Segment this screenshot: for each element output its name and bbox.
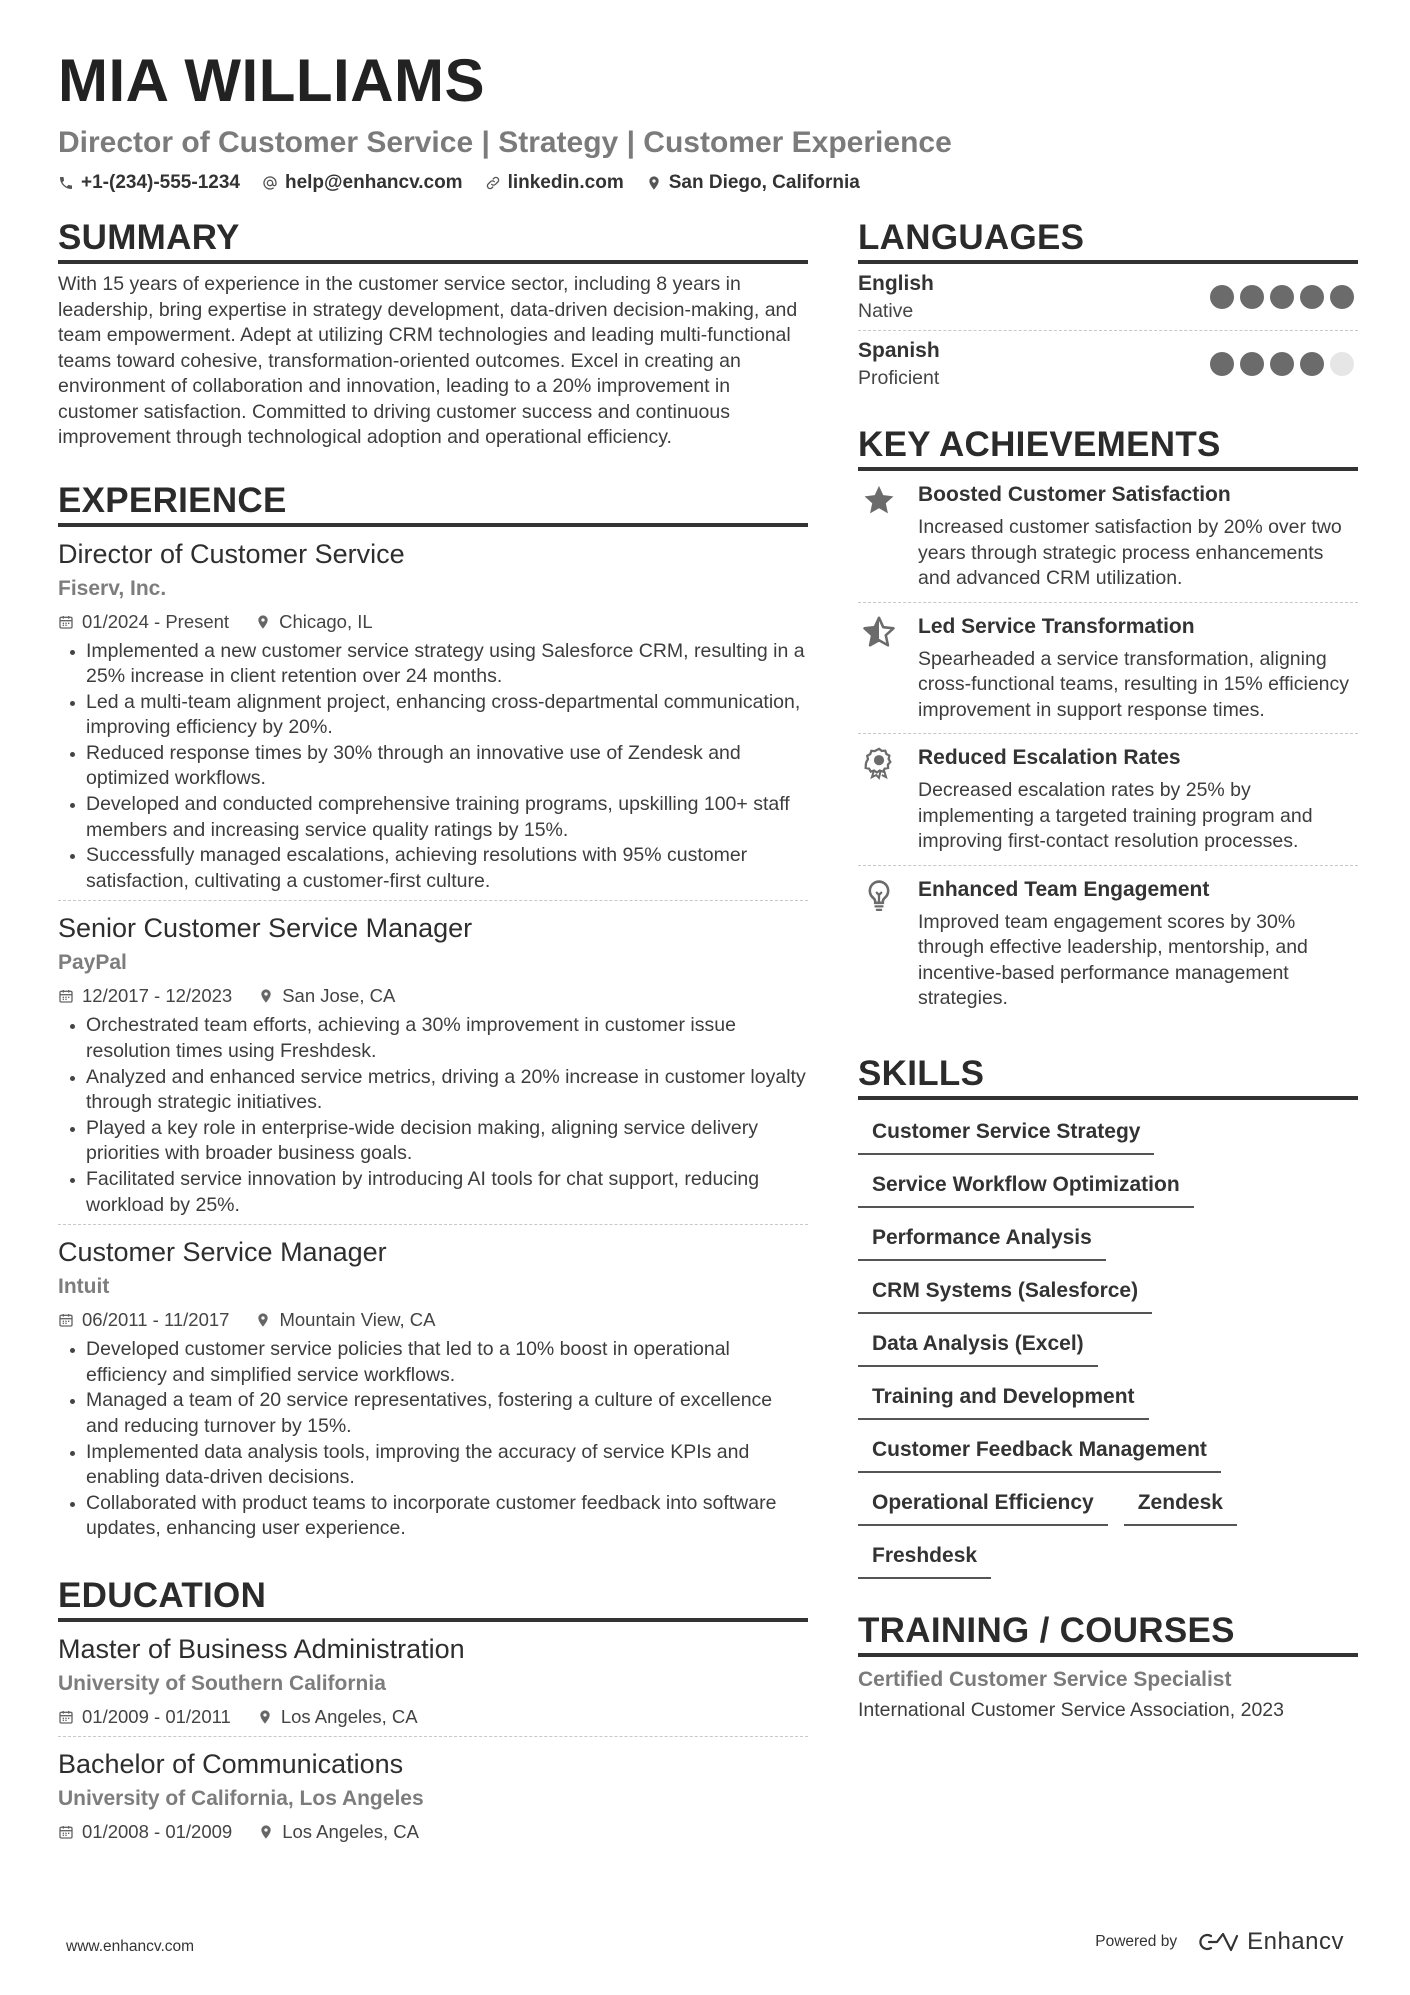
education-meta [58, 1702, 808, 1732]
skill-tag: Data Analysis (Excel) [858, 1326, 1098, 1367]
education-location [257, 1702, 418, 1732]
bullet-item: Reduced response times by 30% through an innovative use of Zendesk and optimized workflows. [58, 741, 808, 792]
skill-tag: Customer Service Strategy [858, 1114, 1154, 1155]
rating-dot-filled [1330, 285, 1354, 309]
left-column [58, 216, 808, 1851]
achievement-entry [858, 734, 1358, 866]
language-entry [858, 264, 1358, 331]
languages-heading: LANGUAGES [858, 216, 1358, 264]
school-name: University of California, Los Angeles [58, 1786, 424, 1810]
skill-tag: Zendesk [1124, 1485, 1237, 1526]
bullet-item: Developed and conducted comprehensive training programs, upskilling 100+ staff members and increasing service quality ratings by 15%. [58, 792, 808, 843]
job-bullets [58, 1013, 808, 1218]
achievement-entry [858, 866, 1358, 1022]
contact-location [646, 172, 860, 194]
company-name: Intuit [58, 1275, 110, 1299]
calendar-icon [58, 988, 74, 1004]
job-entry [58, 527, 808, 902]
contact-email[interactable] [262, 172, 463, 194]
job-dates-text: 01/2024 - Present [82, 610, 230, 632]
job-dates [58, 1305, 229, 1335]
job-title: Senior Customer Service Manager [58, 913, 473, 944]
job-dates [58, 607, 229, 637]
job-bullets [58, 639, 808, 895]
achievement-entry [858, 471, 1358, 603]
enhancv-logo-icon [1195, 1931, 1239, 1953]
bullet-item: Implemented a new customer service strategy using Salesforce CRM, resulting in a 25% increase in client retention over 24 months. [58, 639, 808, 690]
job-location-text: Chicago, IL [279, 610, 373, 632]
achievement-icon-wrap [858, 613, 900, 724]
footer-website[interactable]: www.enhancv.com [66, 1938, 195, 1955]
education-meta [58, 1817, 808, 1847]
language-rating [1210, 352, 1354, 376]
degree-title: Master of Business Administration [58, 1633, 465, 1664]
education-dates-text: 01/2008 - 01/2009 [82, 1820, 233, 1842]
lightbulb-icon [862, 878, 896, 912]
school-name: University of Southern California [58, 1671, 386, 1695]
skills-list [858, 1114, 1358, 1579]
rating-dot-filled [1240, 285, 1264, 309]
language-entry [858, 331, 1358, 397]
award-badge-icon [862, 746, 896, 780]
calendar-icon [58, 614, 74, 630]
training-section [858, 1609, 1358, 1725]
skill-tag: CRM Systems (Salesforce) [858, 1273, 1152, 1314]
education-dates [58, 1702, 231, 1732]
achievement-title: Reduced Escalation Rates [918, 746, 1181, 769]
right-column [858, 216, 1358, 1725]
summary-text: With 15 years of experience in the customer service sector, including 8 years in leadership, bring expertise in strategy development, data-driven decision-making, and team empowerment. Adept at utilizing CRM technologies and leading multi-functional teams toward cohesive, transformation-oriented outcomes. Excel in creating an environment of collaboration and innovation, leading to a 20% improvement in customer satisfaction. Committed to driving customer success and continuous improvement through technological adoption and operational efficiency. [58, 273, 798, 448]
job-dates-text: 06/2011 - 11/2017 [82, 1309, 230, 1331]
skills-heading: SKILLS [858, 1052, 1358, 1100]
rating-dot-filled [1300, 352, 1324, 376]
job-bullets [58, 1337, 808, 1542]
rating-dot-filled [1240, 352, 1264, 376]
location-icon [255, 614, 271, 630]
achievement-icon-wrap [858, 481, 900, 592]
language-info [858, 337, 940, 391]
rating-dot-filled [1210, 285, 1234, 309]
skills-section [858, 1052, 1358, 1579]
achievement-content [918, 876, 1358, 1012]
training-desc: International Customer Service Association, 2023 [858, 1698, 1284, 1721]
language-info [858, 270, 934, 324]
job-entry [58, 1225, 808, 1548]
skill-tag: Freshdesk [858, 1538, 991, 1579]
education-section [58, 1574, 808, 1851]
candidate-name: MIA WILLIAMS [58, 47, 486, 114]
job-meta [58, 981, 808, 1011]
skill-tag: Training and Development [858, 1379, 1149, 1420]
candidate-title: Director of Customer Service | Strategy | Customer Experience [58, 126, 952, 159]
bullet-item: Developed customer service policies that led to a 10% boost in operational efficiency and simplified service workflows. [58, 1337, 808, 1388]
achievements-section [858, 423, 1358, 1022]
education-dates [58, 1817, 232, 1847]
summary-section [58, 216, 808, 451]
job-location [255, 1305, 435, 1335]
star-filled-icon [862, 483, 896, 517]
contact-email-text: help@enhancv.com [284, 172, 463, 193]
job-location [258, 981, 395, 1011]
brand-logo[interactable] [1195, 1928, 1344, 1956]
experience-section [58, 479, 808, 1548]
job-location-text: Mountain View, CA [279, 1309, 436, 1331]
rating-dot-filled [1270, 285, 1294, 309]
education-heading: EDUCATION [58, 1574, 808, 1622]
bullet-item: Orchestrated team efforts, achieving a 30% improvement in customer issue resolution times using Freshdesk. [58, 1013, 808, 1064]
achievement-icon-wrap [858, 744, 900, 855]
language-level: Native [858, 300, 914, 322]
skill-tag: Performance Analysis [858, 1220, 1106, 1261]
at-icon [262, 175, 278, 191]
job-meta [58, 607, 808, 637]
link-icon [485, 175, 501, 191]
location-icon [257, 1709, 273, 1725]
rating-dot-filled [1270, 352, 1294, 376]
job-meta [58, 1305, 808, 1335]
job-entry [58, 901, 808, 1225]
contact-phone-text: +1-(234)-555-1234 [81, 172, 240, 193]
footer-branding [1095, 1928, 1344, 1956]
job-dates [58, 981, 232, 1011]
bullet-item: Successfully managed escalations, achieving resolutions with 95% customer satisfaction, cultivating a customer-first culture. [58, 843, 808, 894]
job-location [255, 607, 373, 637]
phone-icon [58, 175, 74, 191]
training-title: Certified Customer Service Specialist [858, 1667, 1232, 1691]
bullet-item: Led a multi-team alignment project, enhancing cross-departmental communication, improving efficiency by 20%. [58, 690, 808, 741]
contact-phone[interactable] [58, 172, 240, 194]
achievement-content [918, 613, 1358, 724]
bullet-item: Implemented data analysis tools, improving the accuracy of service KPIs and enabling data-driven decisions. [58, 1440, 808, 1491]
job-title: Customer Service Manager [58, 1237, 387, 1268]
achievement-title: Boosted Customer Satisfaction [918, 483, 1231, 506]
bullet-item: Analyzed and enhanced service metrics, driving a 20% increase in customer loyalty through strategic initiatives. [58, 1065, 808, 1116]
achievements-heading: KEY ACHIEVEMENTS [858, 423, 1358, 471]
contact-location-text: San Diego, California [668, 172, 860, 193]
calendar-icon [58, 1709, 74, 1725]
job-title: Director of Customer Service [58, 538, 405, 569]
location-icon [258, 1824, 274, 1840]
location-icon [255, 1312, 271, 1328]
contact-linkedin-text: linkedin.com [507, 172, 624, 193]
powered-by-label: Powered by [1095, 1933, 1178, 1950]
rating-dot-filled [1210, 352, 1234, 376]
achievement-content [918, 744, 1358, 855]
location-icon [258, 988, 274, 1004]
experience-heading: EXPERIENCE [58, 479, 808, 527]
contact-row [58, 172, 1358, 194]
language-name: English [858, 272, 934, 295]
language-rating [1210, 285, 1354, 309]
bullet-item: Played a key role in enterprise-wide decision making, aligning service delivery priorities with broader business goals. [58, 1116, 808, 1167]
location-icon [646, 175, 662, 191]
achievement-desc: Improved team engagement scores by 30% through effective leadership, mentorship, and incentive-based performance management strategies. [918, 910, 1308, 1009]
language-name: Spanish [858, 339, 940, 362]
skill-tag: Service Workflow Optimization [858, 1167, 1194, 1208]
rating-dot-empty [1330, 352, 1354, 376]
degree-title: Bachelor of Communications [58, 1748, 404, 1779]
company-name: PayPal [58, 951, 127, 975]
job-location-text: San Jose, CA [282, 985, 396, 1007]
achievement-title: Led Service Transformation [918, 614, 1195, 638]
languages-section [858, 216, 1358, 397]
job-dates-text: 12/2017 - 12/2023 [82, 985, 233, 1007]
bullet-item: Collaborated with product teams to incorporate customer feedback into software updates, enhancing user experience. [58, 1491, 808, 1542]
bullet-item: Managed a team of 20 service representatives, fostering a culture of excellence and reducing turnover by 15%. [58, 1388, 808, 1439]
resume-header [58, 40, 1358, 194]
calendar-icon [58, 1312, 74, 1328]
language-level: Proficient [858, 367, 940, 389]
achievement-desc: Spearheaded a service transformation, aligning cross-functional teams, resulting in 15% efficiency improvement in support response times. [918, 647, 1350, 721]
education-location [258, 1817, 419, 1847]
education-entry [58, 1622, 808, 1737]
bullet-item: Facilitated service innovation by introducing AI tools for chat support, reducing workload by 25%. [58, 1167, 808, 1218]
star-half-icon [862, 615, 896, 649]
skill-tag: Customer Feedback Management [858, 1432, 1221, 1473]
calendar-icon [58, 1824, 74, 1840]
brand-name: Enhancv [1247, 1928, 1344, 1955]
skill-tag: Operational Efficiency [858, 1485, 1108, 1526]
achievement-content [918, 481, 1358, 592]
achievement-icon-wrap [858, 876, 900, 1012]
education-location-text: Los Angeles, CA [280, 1705, 418, 1727]
education-entry [58, 1737, 808, 1851]
achievement-desc: Decreased escalation rates by 25% by implementing a targeted training program and improving first-contact resolution processes. [918, 779, 1313, 852]
achievement-title: Enhanced Team Engagement [918, 877, 1210, 901]
achievement-entry [858, 603, 1358, 735]
company-name: Fiserv, Inc. [58, 576, 167, 600]
contact-linkedin[interactable] [485, 172, 624, 194]
summary-heading: SUMMARY [58, 216, 808, 264]
education-location-text: Los Angeles, CA [282, 1820, 419, 1842]
education-dates-text: 01/2009 - 01/2011 [82, 1705, 231, 1727]
achievement-desc: Increased customer satisfaction by 20% over two years through strategic process enhancements and advanced CRM utilization. [918, 516, 1342, 589]
rating-dot-filled [1300, 285, 1324, 309]
training-heading: TRAINING / COURSES [858, 1609, 1358, 1657]
